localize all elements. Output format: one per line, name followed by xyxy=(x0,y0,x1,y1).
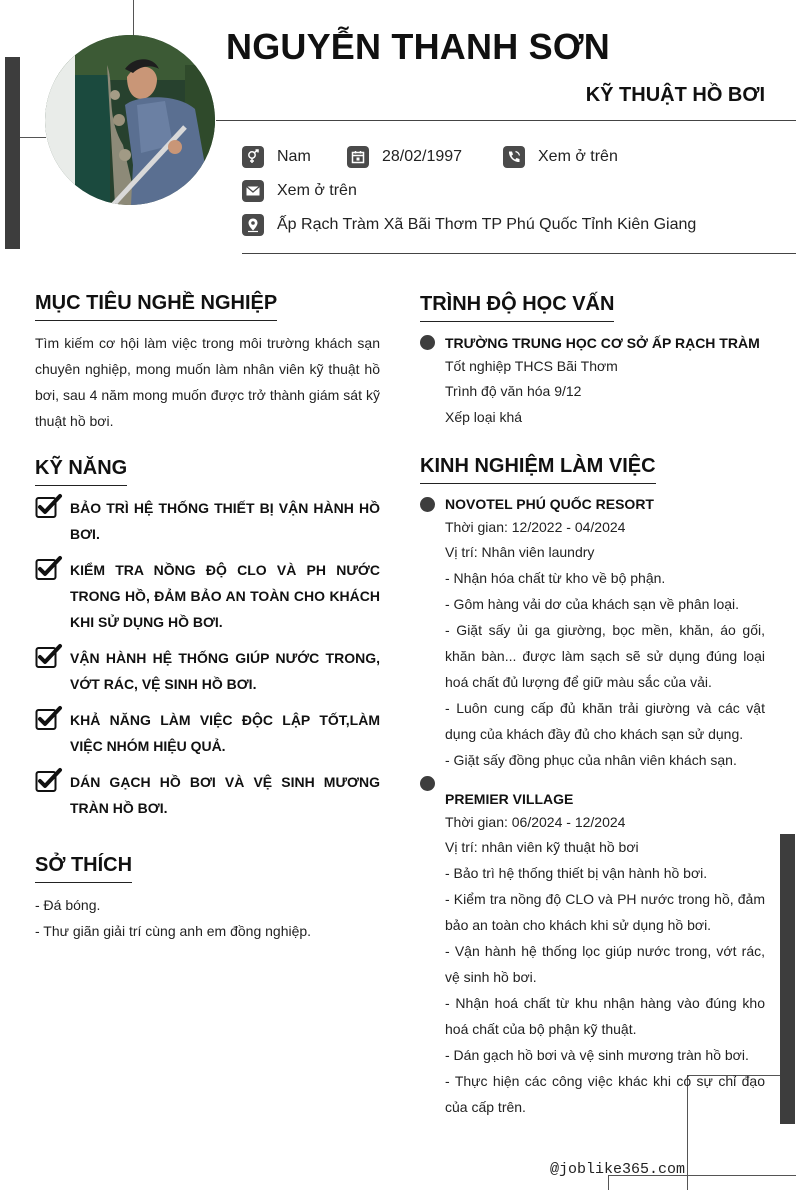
envelope-icon xyxy=(242,180,264,202)
skill-item xyxy=(35,645,380,697)
avatar xyxy=(45,35,215,205)
job-task: - Luôn cung cấp đủ khăn trải giường và các vật dụng của khách đầy đủ cho khách sạn sử dụng. xyxy=(445,700,765,742)
skill-text: KHẢ NĂNG LÀM VIỆC ĐỘC LẬP TỐT,LÀM VIỆC NHÓM HIỆU QUẢ. xyxy=(70,712,380,754)
company-name: NOVOTEL PHÚ QUỐC RESORT xyxy=(445,496,654,512)
skill-text: DÁN GẠCH HỒ BƠI VÀ VỆ SINH MƯƠNG TRÀN HỒ BƠI. xyxy=(70,774,380,816)
birthdate-info xyxy=(347,146,462,168)
decor-bar-right xyxy=(780,834,795,1124)
watermark: @joblike365.com xyxy=(550,1161,686,1178)
candidate-name: NGUYỄN THANH SƠN xyxy=(226,26,610,67)
job-task: - Thực hiện các công việc khác khi có sự chỉ đạo của cấp trên. xyxy=(445,1073,765,1115)
skill-item xyxy=(35,495,380,547)
job-task: - Nhận hoá chất từ khu nhận hàng vào đúng kho hoá chất của bộ phận kỹ thuật. xyxy=(445,995,765,1037)
gender-value: Nam xyxy=(277,148,311,165)
phone-icon xyxy=(503,146,525,168)
skill-item xyxy=(35,557,380,635)
job-task: - Giặt sấy đồng phục của nhân viên khách sạn. xyxy=(445,752,737,768)
objective-heading: MỤC TIÊU NGHỀ NGHIỆP xyxy=(35,292,277,321)
job-period: Thời gian: 06/2024 - 12/2024 xyxy=(445,814,626,830)
checkmark-icon xyxy=(35,767,63,793)
decor-bar-left xyxy=(5,57,20,249)
job-task: - Vận hành hệ thống lọc giúp nước trong, vớt rác, vệ sinh hồ bơi. xyxy=(445,943,765,985)
skill-text: VẬN HÀNH HỆ THỐNG GIÚP NƯỚC TRONG, VỚT RÁC, VỆ SINH HỒ BƠI. xyxy=(70,650,380,692)
job-task: - Bảo trì hệ thống thiết bị vận hành hồ bơi. xyxy=(445,865,708,881)
address-info xyxy=(242,214,696,236)
gender-info xyxy=(242,146,311,168)
email-info xyxy=(242,180,357,202)
skills-heading: KỸ NĂNG xyxy=(35,457,127,486)
objective-text: Tìm kiếm cơ hội làm việc trong môi trường khách sạn chuyên nghiệp, mong muốn làm nhân viên kỹ thuật hồ bơi, sau 4 năm mong muốn được trở thành giám sát kỹ thuật hồ bơi. xyxy=(35,335,380,429)
hobby-item: - Thư giãn giải trí cùng anh em đồng nghiệp. xyxy=(35,923,312,939)
education-line: Trình độ văn hóa 9/12 xyxy=(445,383,582,399)
timeline-bullet xyxy=(420,335,435,350)
job-period: Thời gian: 12/2022 - 04/2024 xyxy=(445,519,626,535)
checkmark-icon xyxy=(35,555,63,581)
checkmark-icon xyxy=(35,643,63,669)
decor-line xyxy=(133,0,134,36)
job-task: - Kiểm tra nồng độ CLO và PH nước trong hồ, đảm bảo an toàn cho khách khi sử dụng hồ bơi. xyxy=(445,891,765,933)
job-position: Vị trí: nhân viên kỹ thuật hồ bơi xyxy=(445,839,639,855)
divider xyxy=(216,120,796,121)
phone-value: Xem ở trên xyxy=(538,148,618,165)
company-name: PREMIER VILLAGE xyxy=(445,791,574,807)
job-task: - Nhận hóa chất từ kho về bộ phận. xyxy=(445,570,666,586)
decor-line xyxy=(20,137,46,138)
timeline-bullet xyxy=(420,497,435,512)
skill-text: KIỂM TRA NỒNG ĐỘ CLO VÀ PH NƯỚC TRONG HỒ, ĐẢM BẢO AN TOÀN CHO KHÁCH KHI SỬ DỤNG HỒ BƠI. xyxy=(70,562,380,630)
gender-icon xyxy=(242,146,264,168)
education-line: Xếp loại khá xyxy=(445,409,523,425)
email-value: Xem ở trên xyxy=(277,182,357,199)
job-position: Vị trí: Nhân viên laundry xyxy=(445,544,595,560)
skill-item xyxy=(35,769,380,821)
phone-info xyxy=(503,146,618,168)
education-line: Tốt nghiệp THCS Bãi Thơm xyxy=(445,358,618,374)
school-name: TRƯỜNG TRUNG HỌC CƠ SỞ ẤP RẠCH TRÀM xyxy=(445,335,760,351)
skill-item xyxy=(35,707,380,759)
divider xyxy=(242,253,796,254)
job-task: - Giặt sấy ủi ga giường, bọc mền, khăn, áo gối, khăn bàn... được làm sạch sẽ sử dụng đúng loại hoá chất đủ lượng để giữ màu sắc của vải. xyxy=(445,622,765,690)
address-value: Ấp Rạch Tràm Xã Bãi Thơm TP Phú Quốc Tỉnh Kiên Giang xyxy=(277,216,697,233)
birthdate-value: 28/02/1997 xyxy=(382,148,463,165)
checkmark-icon xyxy=(35,493,63,519)
timeline-bullet xyxy=(420,776,435,791)
hobbies-heading: SỞ THÍCH xyxy=(35,854,132,883)
education-heading: TRÌNH ĐỘ HỌC VẤN xyxy=(420,293,614,322)
job-task: - Dán gạch hồ bơi và vệ sinh mương tràn hồ bơi. xyxy=(445,1047,749,1063)
calendar-icon xyxy=(347,146,369,168)
job-task: - Gôm hàng vải dơ của khách sạn về phân loại. xyxy=(445,596,740,612)
checkmark-icon xyxy=(35,705,63,731)
skill-text: BẢO TRÌ HỆ THỐNG THIẾT BỊ VẬN HÀNH HỒ BƠI. xyxy=(70,500,380,542)
hobby-item: - Đá bóng. xyxy=(35,897,101,913)
location-icon xyxy=(242,214,264,236)
job-title: KỸ THUẬT HỒ BƠI xyxy=(585,84,765,106)
experience-heading: KINH NGHIỆM LÀM VIỆC xyxy=(420,455,656,484)
